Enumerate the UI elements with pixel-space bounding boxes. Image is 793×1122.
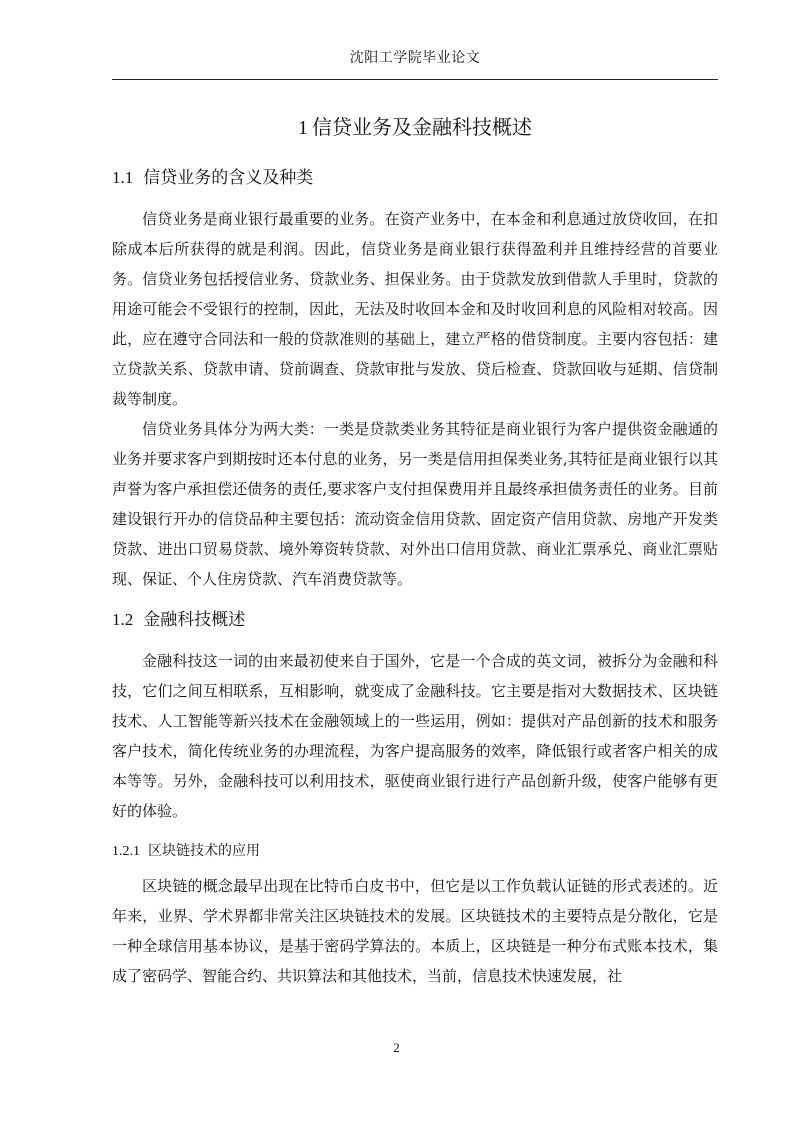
chapter-title-text: 信贷业务及金融科技概述 [312,115,532,139]
chapter-title [112,113,718,142]
body-paragraph: 信贷业务具体分为两大类：一类是贷款类业务其特征是商业银行为客户提供资金融通的业务并要求客户到期按时还本付息的业务，另一类是信用担保类业务,其特征是商业银行以其声誉为客户承担偿还债务的责任,要求客户支付担保费用并且最终承担债务责任的业务。目前建设银行开办的信贷品种主要包括：流动资金信用贷款、固定资产信用贷款、房地产开发类贷款、进出口贸易贷款、境外筹资转贷款、对外出口信用贷款、商业汇票承兑、商业汇票贴现、保证、个人住房贷款、汽车消费贷款等。 [112,420,718,588]
section-title-text: 信贷业务的含义及种类 [143,168,314,188]
page-header: 沈阳工学院毕业论文 [349,50,481,66]
section-number: 1.2 [112,610,134,629]
body-paragraph: 信贷业务是商业银行最重要的业务。在资产业务中，在本金和利息通过放贷收回，在扣除成本后所获得的就是利润。因此，信贷业务是商业银行获得盈利并且维持经营的首要业务。信贷业务包括授信业务、贷款业务、担保业务。由于贷款发放到借款人手里时，贷款的用途可能会不受银行的控制，因此，无法及时收回本金和及时收回利息的风险相对较高。因此，应在遵守合同法和一般的贷款准则的基础上，建立严格的借贷制度。主要内容包括：建立贷款关系、贷款申请、贷前调查、贷款审批与发放、贷后检查、贷款回收与延期、信贷制裁等制度。 [112,210,718,408]
header-rule [112,79,718,80]
body-paragraph: 区块链的概念最早出现在比特币白皮书中，但它是以工作负载认证链的形式表述的。近年来，业界、学术界都非常关注区块链技术的发展。区块链技术的主要特点是分散化，它是一种全球信用基本协议，是基于密码学算法的。本质上，区块链是一种分布式账本技术，集成了密码学、智能合约、共识算法和其他技术，当前，信息技术快速发展，社 [112,877,718,985]
chapter-number: 1 [298,117,308,139]
section-title-1-1 [112,166,718,190]
page-number: 2 [393,1040,400,1055]
subsection-title-1-2-1 [112,840,718,863]
section-title-text: 金融科技概述 [143,610,246,630]
subsection-number: 1.2.1 [112,844,140,859]
body-paragraph: 金融科技这一词的由来最初使来自于国外，它是一个合成的英文词，被拆分为金融和科技，它们之间互相联系，互相影响，就变成了金融科技。它主要是指对大数据技术、区块链技术、人工智能等新兴技术在金融领域上的一些运用，例如：提供对产品创新的技术和服务客户技术，简化传统业务的办理流程，为客户提高服务的效率，降低银行或者客户相关的成本等等。另外，金融科技可以利用技术，驱使商业银行进行产品创新升级，使客户能够有更好的体验。 [112,652,718,820]
section-number: 1.1 [112,168,134,187]
subsection-title-text: 区块链技术的应用 [148,843,260,859]
page-content [112,113,718,991]
section-title-1-2 [112,608,718,632]
